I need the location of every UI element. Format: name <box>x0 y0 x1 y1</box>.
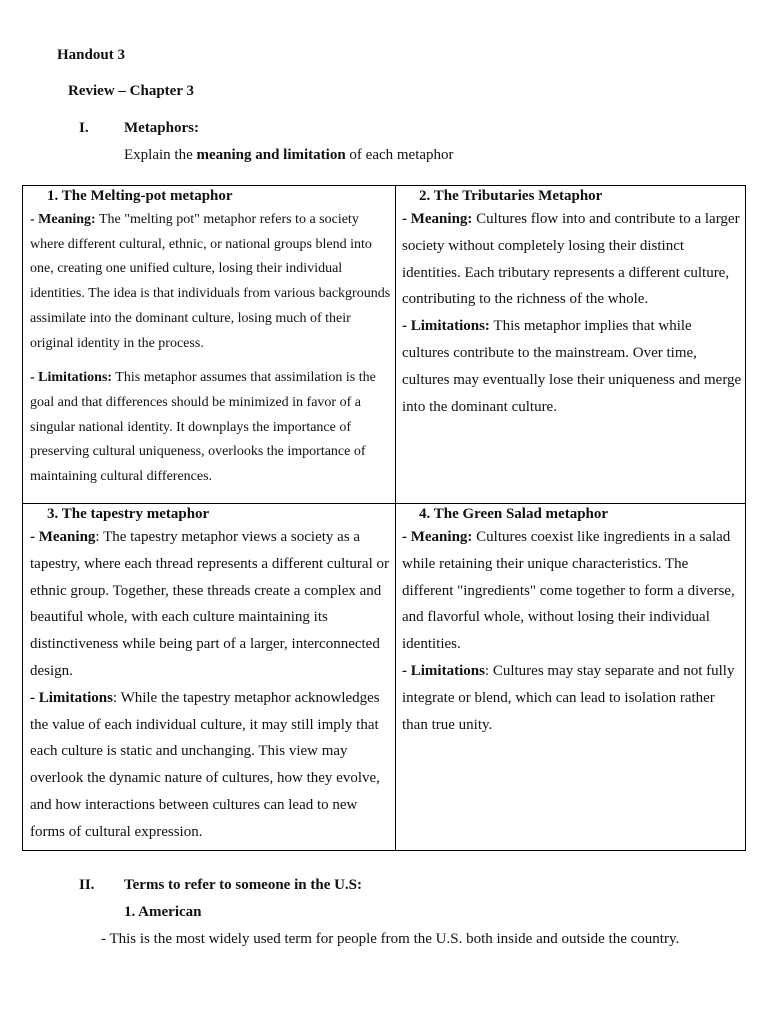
limitations-text: : Cultures may stay separate and not fully integrate or blend, which can lead to isolation rather than true unity. <box>402 662 735 733</box>
meaning-text: : The tapestry metaphor views a society as a tapestry, where each thread represents a different cultural or ethnic group. Together, these threads create a complex and beautiful whole, with each culture maintaining its distinctiveness while being part of a larger, interconnected design. <box>30 529 389 679</box>
instruction-bold: meaning and limitation <box>196 147 346 163</box>
green-salad-cell <box>402 504 742 738</box>
meaning-label: - Meaning <box>30 529 96 545</box>
meaning-paragraph <box>30 524 392 685</box>
section-2-title: Terms to refer to someone in the U.S: <box>124 877 363 893</box>
cell-title: 2. The Tributaries Metaphor <box>419 188 603 204</box>
table-column-divider <box>395 186 396 850</box>
limitations-label: - Limitations <box>402 662 485 679</box>
instruction-pre: Explain the <box>124 147 197 163</box>
tapestry-cell <box>30 504 392 846</box>
meaning-label: - Meaning: <box>402 211 473 227</box>
limitations-paragraph <box>30 366 392 490</box>
limitations-text: : While the tapestry metaphor acknowledges the value of each individual culture, it may still imply that each culture is static and unchanging. This view may overlook the dynamic nature of cultures, how they evolve, and how interactions between cultures can lead to new forms of cultural expression. <box>30 689 380 840</box>
instruction-post: of each metaphor <box>345 147 454 163</box>
meaning-text: Cultures flow into and contribute to a larger society without completely losing their distinct identities. Each tributary represents a different culture, contributing to the richness of the whole. <box>402 211 740 308</box>
section-1-numeral: I. <box>79 120 89 136</box>
cell-body <box>30 524 392 846</box>
section-1-instruction <box>124 147 454 164</box>
melting-pot-cell <box>30 186 392 490</box>
cell-body <box>402 206 742 420</box>
cell-title: 3. The tapestry metaphor <box>47 506 210 522</box>
limitations-label: - Limitations: <box>402 318 490 335</box>
limitations-label: - Limitations <box>30 689 113 706</box>
meaning-text: The "melting pot" metaphor refers to a society where different cultural, ethnic, or national groups blend into one, creating one unified culture, losing their individual identities. The idea is that individuals from various backgrounds assimilate into the dominant culture, losing much of their original identity in the process. <box>30 212 391 351</box>
meaning-label: - Meaning: <box>402 529 473 545</box>
limitations-paragraph <box>30 685 392 846</box>
section-2-description: - This is the most widely used term for people from the U.S. both inside and outside the country. <box>101 931 680 947</box>
limitations-text: This metaphor implies that while cultures contribute to the mainstream. Over time, cultures may eventually lose their uniqueness and merge into the dominant culture. <box>402 318 742 415</box>
section-1-title: Metaphors: <box>124 120 199 136</box>
cell-title: 4. The Green Salad metaphor <box>419 506 609 522</box>
cell-body <box>30 208 392 490</box>
tributaries-cell <box>402 186 742 420</box>
meaning-label: - Meaning: <box>30 212 96 227</box>
handout-title: Handout 3 <box>57 47 125 63</box>
limitations-paragraph <box>402 313 742 420</box>
cell-title: 1. The Melting-pot metaphor <box>47 188 233 204</box>
meaning-paragraph <box>402 524 742 658</box>
section-2-numeral: II. <box>79 877 95 893</box>
cell-body <box>402 524 742 738</box>
meaning-paragraph <box>30 208 392 356</box>
metaphor-table <box>22 185 746 851</box>
meaning-paragraph <box>402 206 742 313</box>
section-2-subheading: 1. American <box>124 904 202 920</box>
limitations-text: This metaphor assumes that assimilation is the goal and that differences should be minimized in favor of a singular national identity. It downplays the importance of preserving cultural uniqueness, overlooks the importance of maintaining cultural differences. <box>30 370 376 485</box>
meaning-text: Cultures coexist like ingredients in a salad while retaining their unique characteristics. The different "ingredients" come together to form a diverse, and flavorful whole, without losing their individual identities. <box>402 529 735 653</box>
limitations-label: - Limitations: <box>30 370 113 386</box>
review-title: Review – Chapter 3 <box>68 83 194 99</box>
limitations-paragraph <box>402 658 742 738</box>
